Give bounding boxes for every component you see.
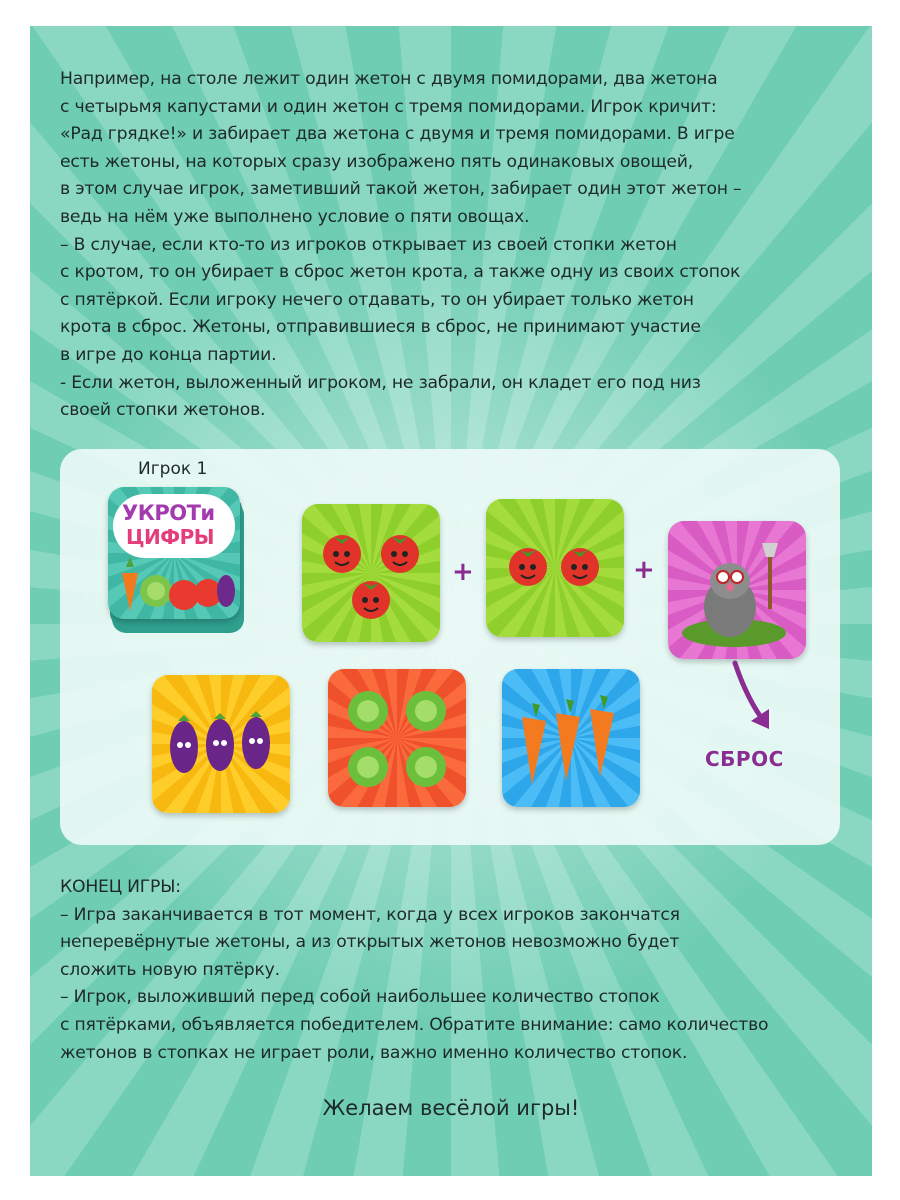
player-stack-top-token — [108, 487, 240, 619]
text-line: – Игрок, выложивший перед собой наибольшее количество стопок — [60, 987, 660, 1008]
example-panel — [60, 449, 840, 845]
text-line: - Если жетон, выложенный игроком, не забрали, он кладет его под низ — [60, 372, 701, 393]
text-line: с пятёркой. Если игроку нечего отдавать, то он убирает только жетон — [60, 289, 694, 310]
eggplant-icon — [152, 675, 290, 813]
end-game-text-block — [60, 874, 850, 1067]
text-line: сложить новую пятёрку. — [60, 959, 280, 980]
text-line: есть жетоны, на которых сразу изображено пять одинаковых овощей, — [60, 151, 694, 172]
text-line: неперевёрнутые жетоны, а из открытых жетонов невозможно будет — [60, 932, 680, 953]
section-heading: КОНЕЦ ИГРЫ: — [60, 877, 181, 897]
cabbage-icon — [328, 669, 466, 807]
carrot-token-three — [502, 669, 640, 807]
text-line: крота в сброс. Жетоны, отправившиеся в сброс, не принимают участие — [60, 317, 701, 338]
tomato-icon — [486, 499, 624, 637]
logo-vegetables-icon — [108, 487, 240, 619]
closing-wish: Желаем весёлой игры! — [322, 1096, 580, 1120]
text-line: – В случае, если кто-то из игроков открывает из своей стопки жетон — [60, 234, 677, 255]
text-line: жетонов в стопках не играет роли, важно именно количество стопок. — [60, 1042, 688, 1063]
eggplant-token-three — [152, 675, 290, 813]
text-line: «Рад грядке!» и забирает два жетона с двумя и тремя помидорами. В игре — [60, 124, 735, 145]
tomato-token-three — [302, 504, 440, 642]
tomato-icon — [302, 504, 440, 642]
plus-sign: + — [452, 557, 474, 587]
text-line: с четырьмя капустами и один жетон с тремя помидорами. Игрок кричит: — [60, 96, 717, 117]
cabbage-token-four — [328, 669, 466, 807]
logo-text-line1: УКРОТи — [122, 501, 215, 525]
mole-token — [668, 521, 806, 659]
text-line: в игре до конца партии. — [60, 344, 277, 365]
text-line: своей стопки жетонов. — [60, 400, 266, 421]
player-label: Игрок 1 — [138, 459, 208, 479]
text-line: – Игра заканчивается в тот момент, когда у всех игроков закончатся — [60, 904, 680, 925]
mole-icon — [668, 521, 806, 659]
rules-page — [30, 26, 872, 1176]
carrot-icon — [502, 669, 640, 807]
text-line: в этом случае игрок, заметивший такой жетон, забирает один этот жетон – — [60, 179, 742, 200]
plus-sign: + — [633, 555, 655, 585]
discard-arrow-icon — [725, 659, 785, 739]
rules-text-block — [60, 66, 850, 425]
text-line: с кротом, то он убирает в сброс жетон крота, а также одну из своих стопок — [60, 262, 741, 283]
tomato-token-two — [486, 499, 624, 637]
text-line: ведь на нём уже выполнено условие о пяти овощах. — [60, 206, 530, 227]
logo-text-line2: ЦИФРЫ — [126, 525, 215, 549]
discard-label: СБРОС — [705, 747, 784, 771]
text-line: с пятёрками, объявляется победителем. Обратите внимание: само количество — [60, 1014, 769, 1035]
text-line: Например, на столе лежит один жетон с двумя помидорами, два жетона — [60, 69, 718, 89]
